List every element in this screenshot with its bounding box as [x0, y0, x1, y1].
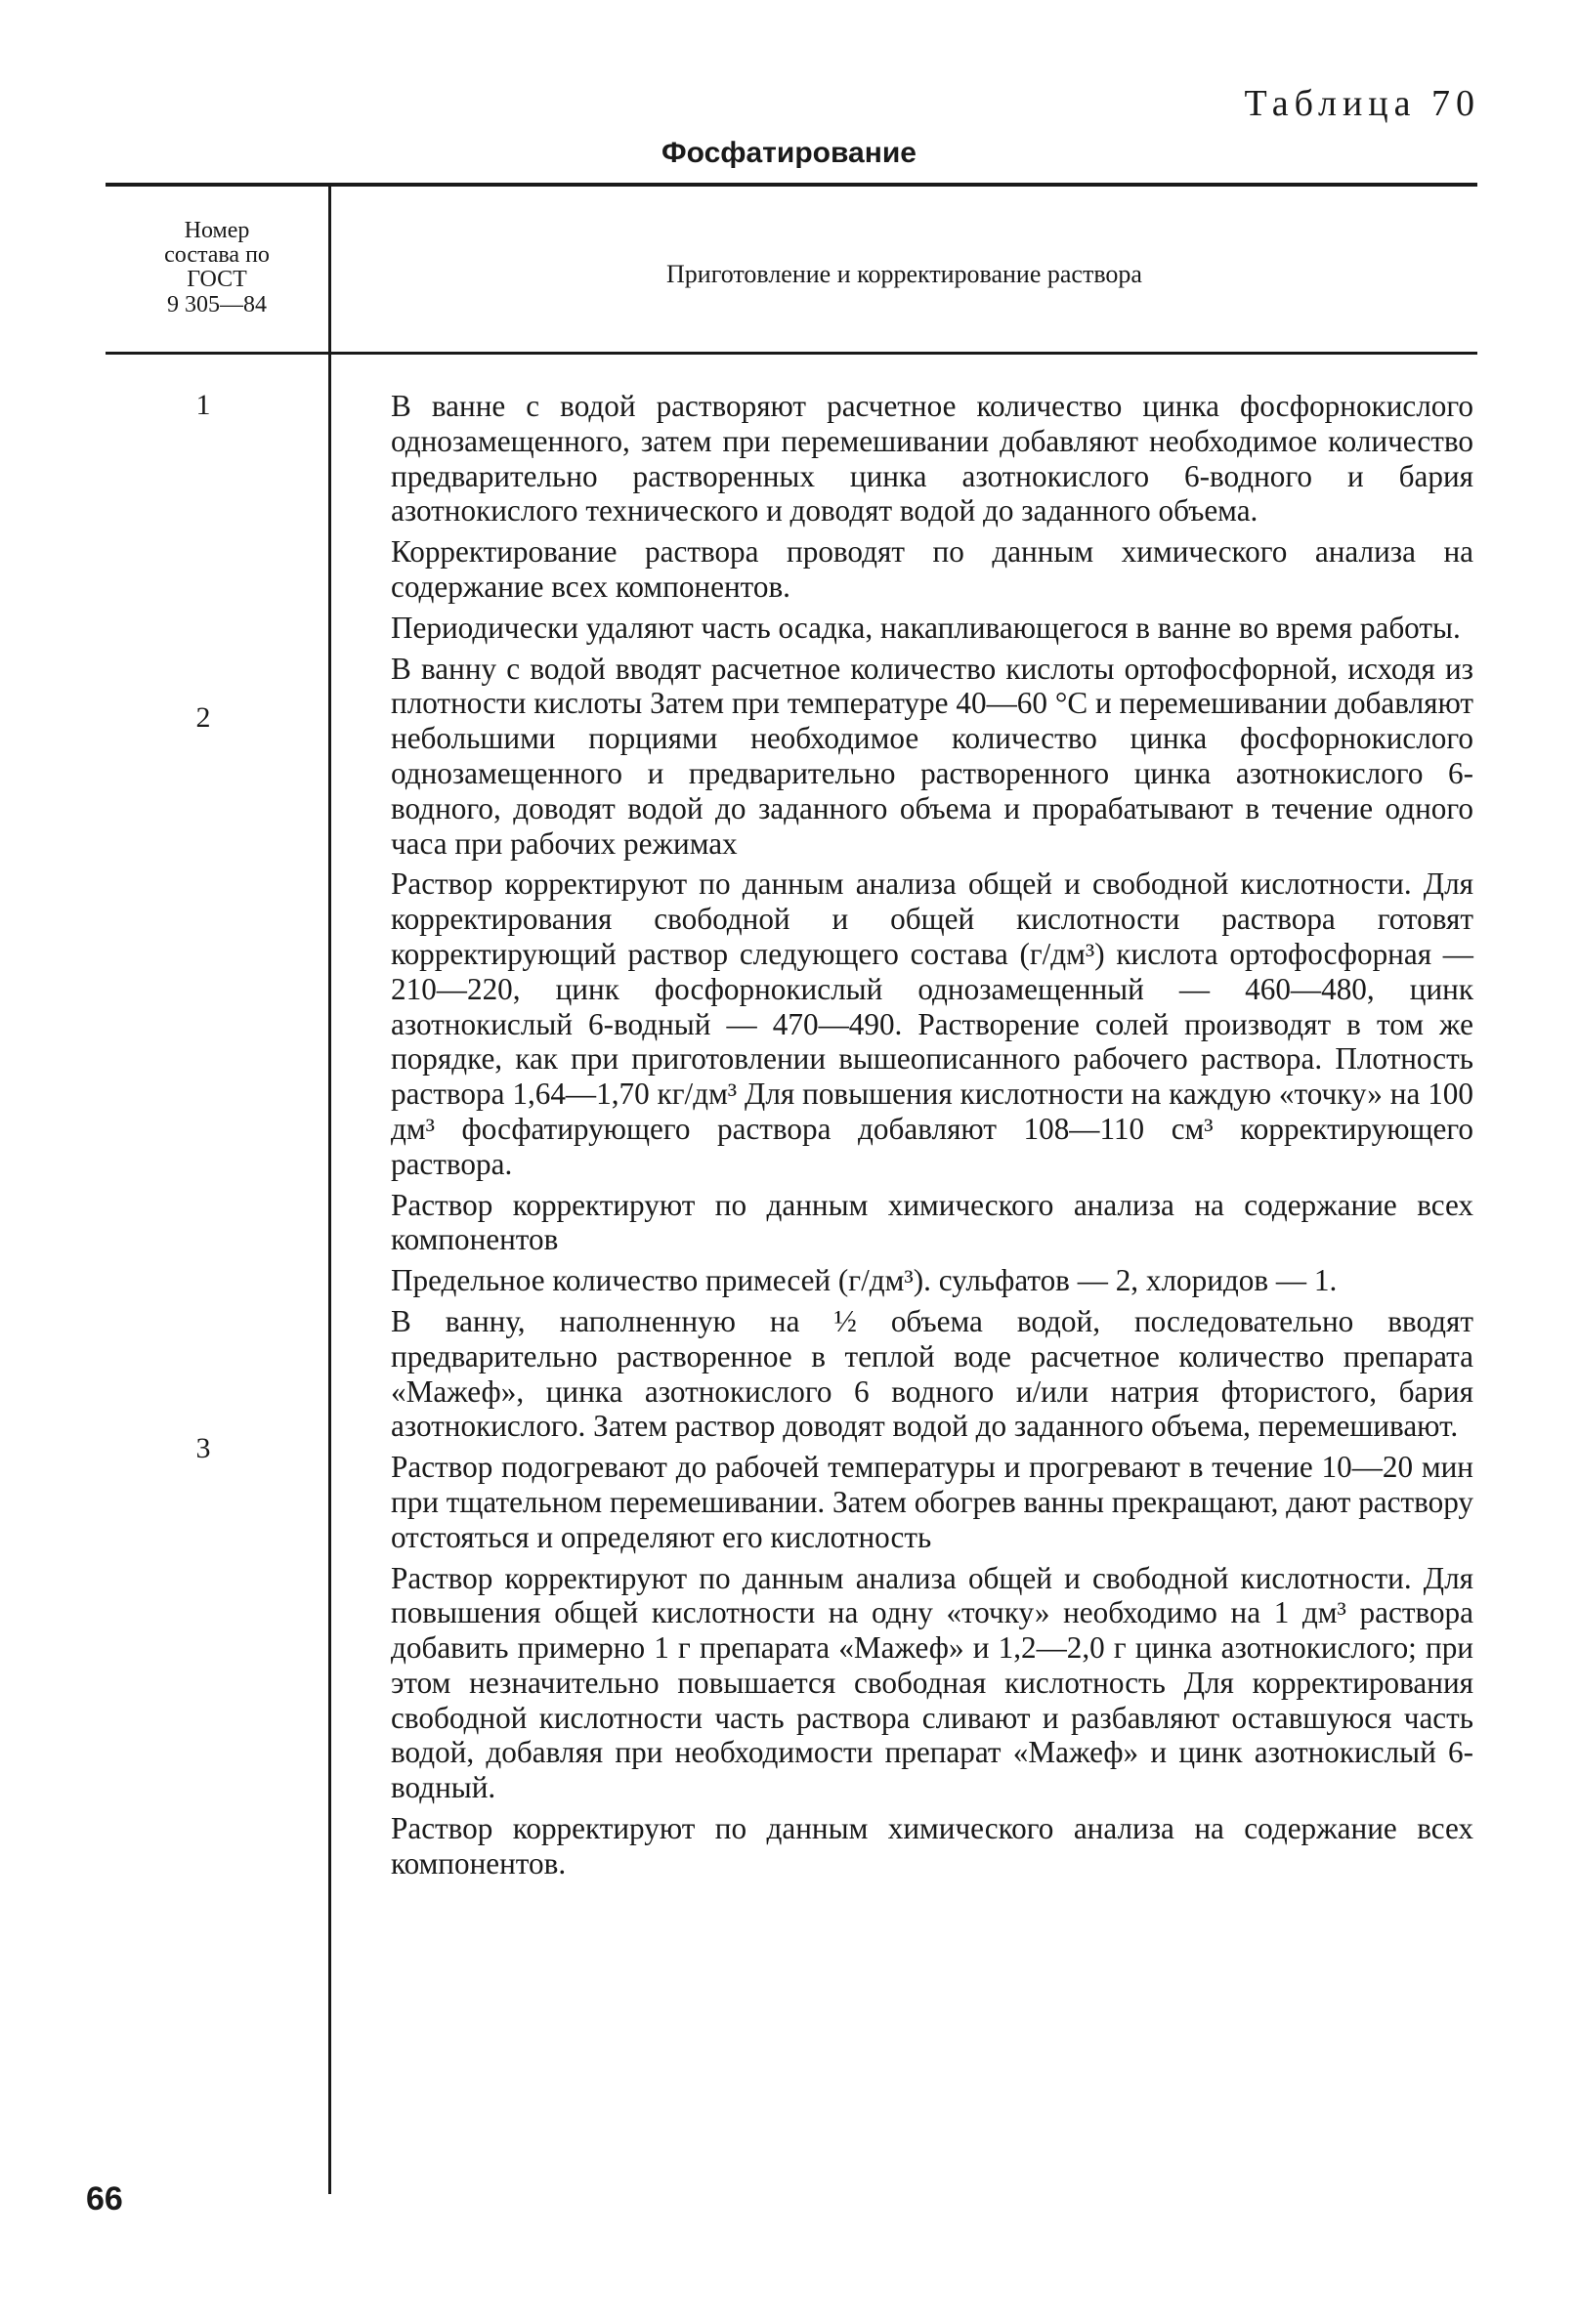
row-3-paragraph: Раствор подогревают до рабочей температуры и прогревают в течение 10—20 мин при тщательном перемешивании. Затем обогрев ванны прекращают, дают раствору отстояться и определяют его кислотность: [391, 1450, 1473, 1554]
column-header-number: [106, 219, 328, 317]
page-number: 66: [86, 2180, 123, 2218]
row-number-1: 1: [195, 389, 211, 421]
row-1-paragraph: Корректирование раствора проводят по данным химического анализа на содержание всех компонентов.: [391, 534, 1473, 604]
table-title: Фосфатирование: [661, 137, 917, 169]
table-number: Таблица 70: [1244, 83, 1480, 124]
row-3-paragraph: Раствор корректируют по данным химического анализа на содержание всех компонентов.: [391, 1811, 1473, 1880]
table-header-rule: [106, 352, 1477, 355]
row-number-2: 2: [195, 701, 211, 734]
row-1-paragraph: В ванне с водой растворяют расчетное количество цинка фосфорнокислого однозамещенного, затем при перемешивании добавляют необходимое количество предварительно растворенных цинка азотнокислого 6-водного и бария азотнокислого технического и доводят водой до заданного объема.: [391, 389, 1473, 528]
table-body-text: [391, 389, 1473, 1887]
row-2-paragraph: В ванну с водой вводят расчетное количество кислоты ортофосфорной, исходя из плотности кислоты Затем при температуре 40—60 °С и перемешивании добавляют небольшими порциями необходимое количество цинка фосфорнокислого однозамещенного и предварительно растворенного цинка азотнокислого 6-водного, доводят водой до заданного объема и прорабатывают в течение одного часа при рабочих режимах: [391, 651, 1473, 861]
row-2-paragraph: Предельное количество примесей (г/дм³). сульфатов — 2, хлоридов — 1.: [391, 1263, 1338, 1298]
table-top-rule: [106, 183, 1477, 187]
column-header-preparation: Приготовление и корректирование раствора: [666, 260, 1142, 288]
row-1-paragraph: Периодически удаляют часть осадка, накапливающегося в ванне во время работы.: [391, 610, 1461, 645]
column-header-number-line: состава по: [164, 242, 270, 269]
row-2-paragraph: Раствор корректируют по данным анализа общей и свободной кислотности. Для корректирования свободной и общей кислотности раствора готовят корректирующий раствор следующего состава (г/дм³) кислота ортофосфорная — 210—220, цинк фосфорнокислый однозамещенный — 460—480, цинк азотнокислый 6-водный — 470—490. Растворение солей производят в том же порядке, как при приготовлении вышеописанного рабочего раствора. Плотность раствора 1,64—1,70 кг/дм³ Для повышения кислотности на каждую «точку» на 100 дм³ фосфатирующего раствора добавляют 108—110 см³ корректирующего раствора.: [391, 866, 1473, 1181]
column-divider: [328, 187, 331, 2194]
column-header-number-line: ГОСТ: [187, 267, 247, 293]
column-header-number-line: Номер: [184, 218, 250, 243]
row-3-paragraph: В ванну, наполненную на ½ объема водой, последовательно вводят предварительно растворенное в теплой воде расчетное количество препарата «Мажеф», цинка азотнокислого 6 водного и/или натрия фтористого, бария азотнокислого. Затем раствор доводят водой до заданного объема, перемешивают.: [391, 1303, 1473, 1444]
column-header-number-line: 9 305—84: [167, 291, 267, 317]
row-2-paragraph: Раствор корректируют по данным химического анализа на содержание всех компонентов: [391, 1187, 1473, 1257]
row-3-paragraph: Раствор корректируют по данным анализа общей и свободной кислотности. Для повышения общей кислотности на одну «точку» необходимо на 1 дм³ раствора добавить примерно 1 г препарата «Мажеф» и 1,2—2,0 г цинка азотнокислого; при этом незначительно повышается свободная кислотность Для корректирования свободной кислотности часть раствора сливают и разбавляют оставшуюся часть водой, добавляя при необходимости препарат «Мажеф» и цинк азотнокислый 6-водный.: [391, 1560, 1473, 1805]
row-number-3: 3: [195, 1432, 211, 1464]
